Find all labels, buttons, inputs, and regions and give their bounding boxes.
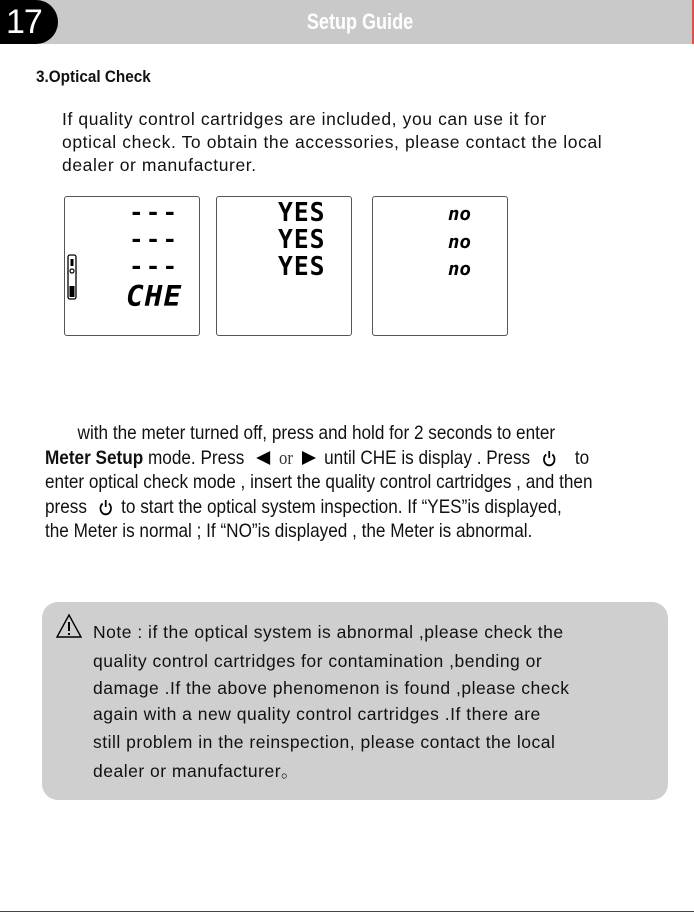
lcd-row: --- — [129, 228, 180, 253]
or-text: or — [279, 447, 293, 469]
instruction-text: press — [45, 495, 87, 518]
lcd-row: no — [448, 231, 471, 253]
instruction-line: with the meter turned off, press and hold for 2 seconds to enter — [77, 422, 556, 444]
left-arrow-icon — [256, 451, 270, 465]
power-icon — [542, 450, 556, 467]
cartridge-icon — [67, 254, 77, 300]
instruction-paragraph — [45, 421, 608, 544]
instruction-line — [45, 446, 608, 471]
note-line: damage .If the above phenomenon is found ,please check — [93, 678, 570, 698]
note-line: again with a new quality control cartridges .If there are — [93, 704, 541, 724]
note-line: Note : if the optical system is abnormal ,please check the — [93, 622, 564, 642]
note-line: still problem in the reinspection, please contact the local — [93, 732, 556, 752]
section-title: 3.Optical Check — [36, 67, 151, 86]
lcd-row: --- — [129, 255, 180, 280]
warning-icon — [56, 613, 82, 639]
instruction-line: enter optical check mode , insert the quality control cartridges , and then — [45, 471, 593, 493]
instruction-text: to — [574, 446, 590, 469]
lcd-row: no — [448, 203, 471, 225]
page-number: 17 — [0, 0, 58, 44]
instruction-text: to start the optical system inspection. If “YES”is displayed, — [121, 495, 562, 518]
lcd-row: --- — [129, 201, 180, 226]
lcd-che-label: CHE — [126, 280, 183, 313]
lcd-row: YES — [278, 252, 326, 282]
footer-divider — [0, 911, 694, 912]
instruction-text: until CHE is display . Press — [324, 446, 531, 469]
header-bar — [0, 0, 694, 44]
intro-paragraph — [62, 108, 694, 177]
power-icon — [99, 499, 113, 516]
note-text — [93, 618, 673, 786]
right-arrow-icon — [302, 451, 316, 465]
lcd-display-no — [372, 196, 508, 336]
meter-setup-label: Meter Setup — [45, 446, 144, 469]
note-line: dealer or manufacturer。 — [93, 761, 300, 781]
intro-line: dealer or manufacturer. — [62, 155, 257, 175]
lcd-row: YES — [278, 198, 326, 228]
instruction-text: mode. Press — [143, 446, 245, 469]
lcd-row: no — [448, 258, 471, 280]
intro-line: optical check. To obtain the accessories, please contact the local — [62, 132, 603, 152]
lcd-display-che — [64, 196, 200, 336]
instruction-line — [45, 495, 608, 520]
lcd-row: YES — [278, 225, 326, 255]
intro-line: If quality control cartridges are included, you can use it for — [62, 109, 547, 129]
page-title: Setup Guide — [306, 9, 414, 34]
note-box — [42, 602, 668, 800]
instruction-line: the Meter is normal ; If “NO”is displayed , the Meter is abnormal. — [45, 520, 533, 542]
lcd-display-yes — [216, 196, 352, 336]
note-line: quality control cartridges for contamination ,bending or — [93, 651, 543, 671]
